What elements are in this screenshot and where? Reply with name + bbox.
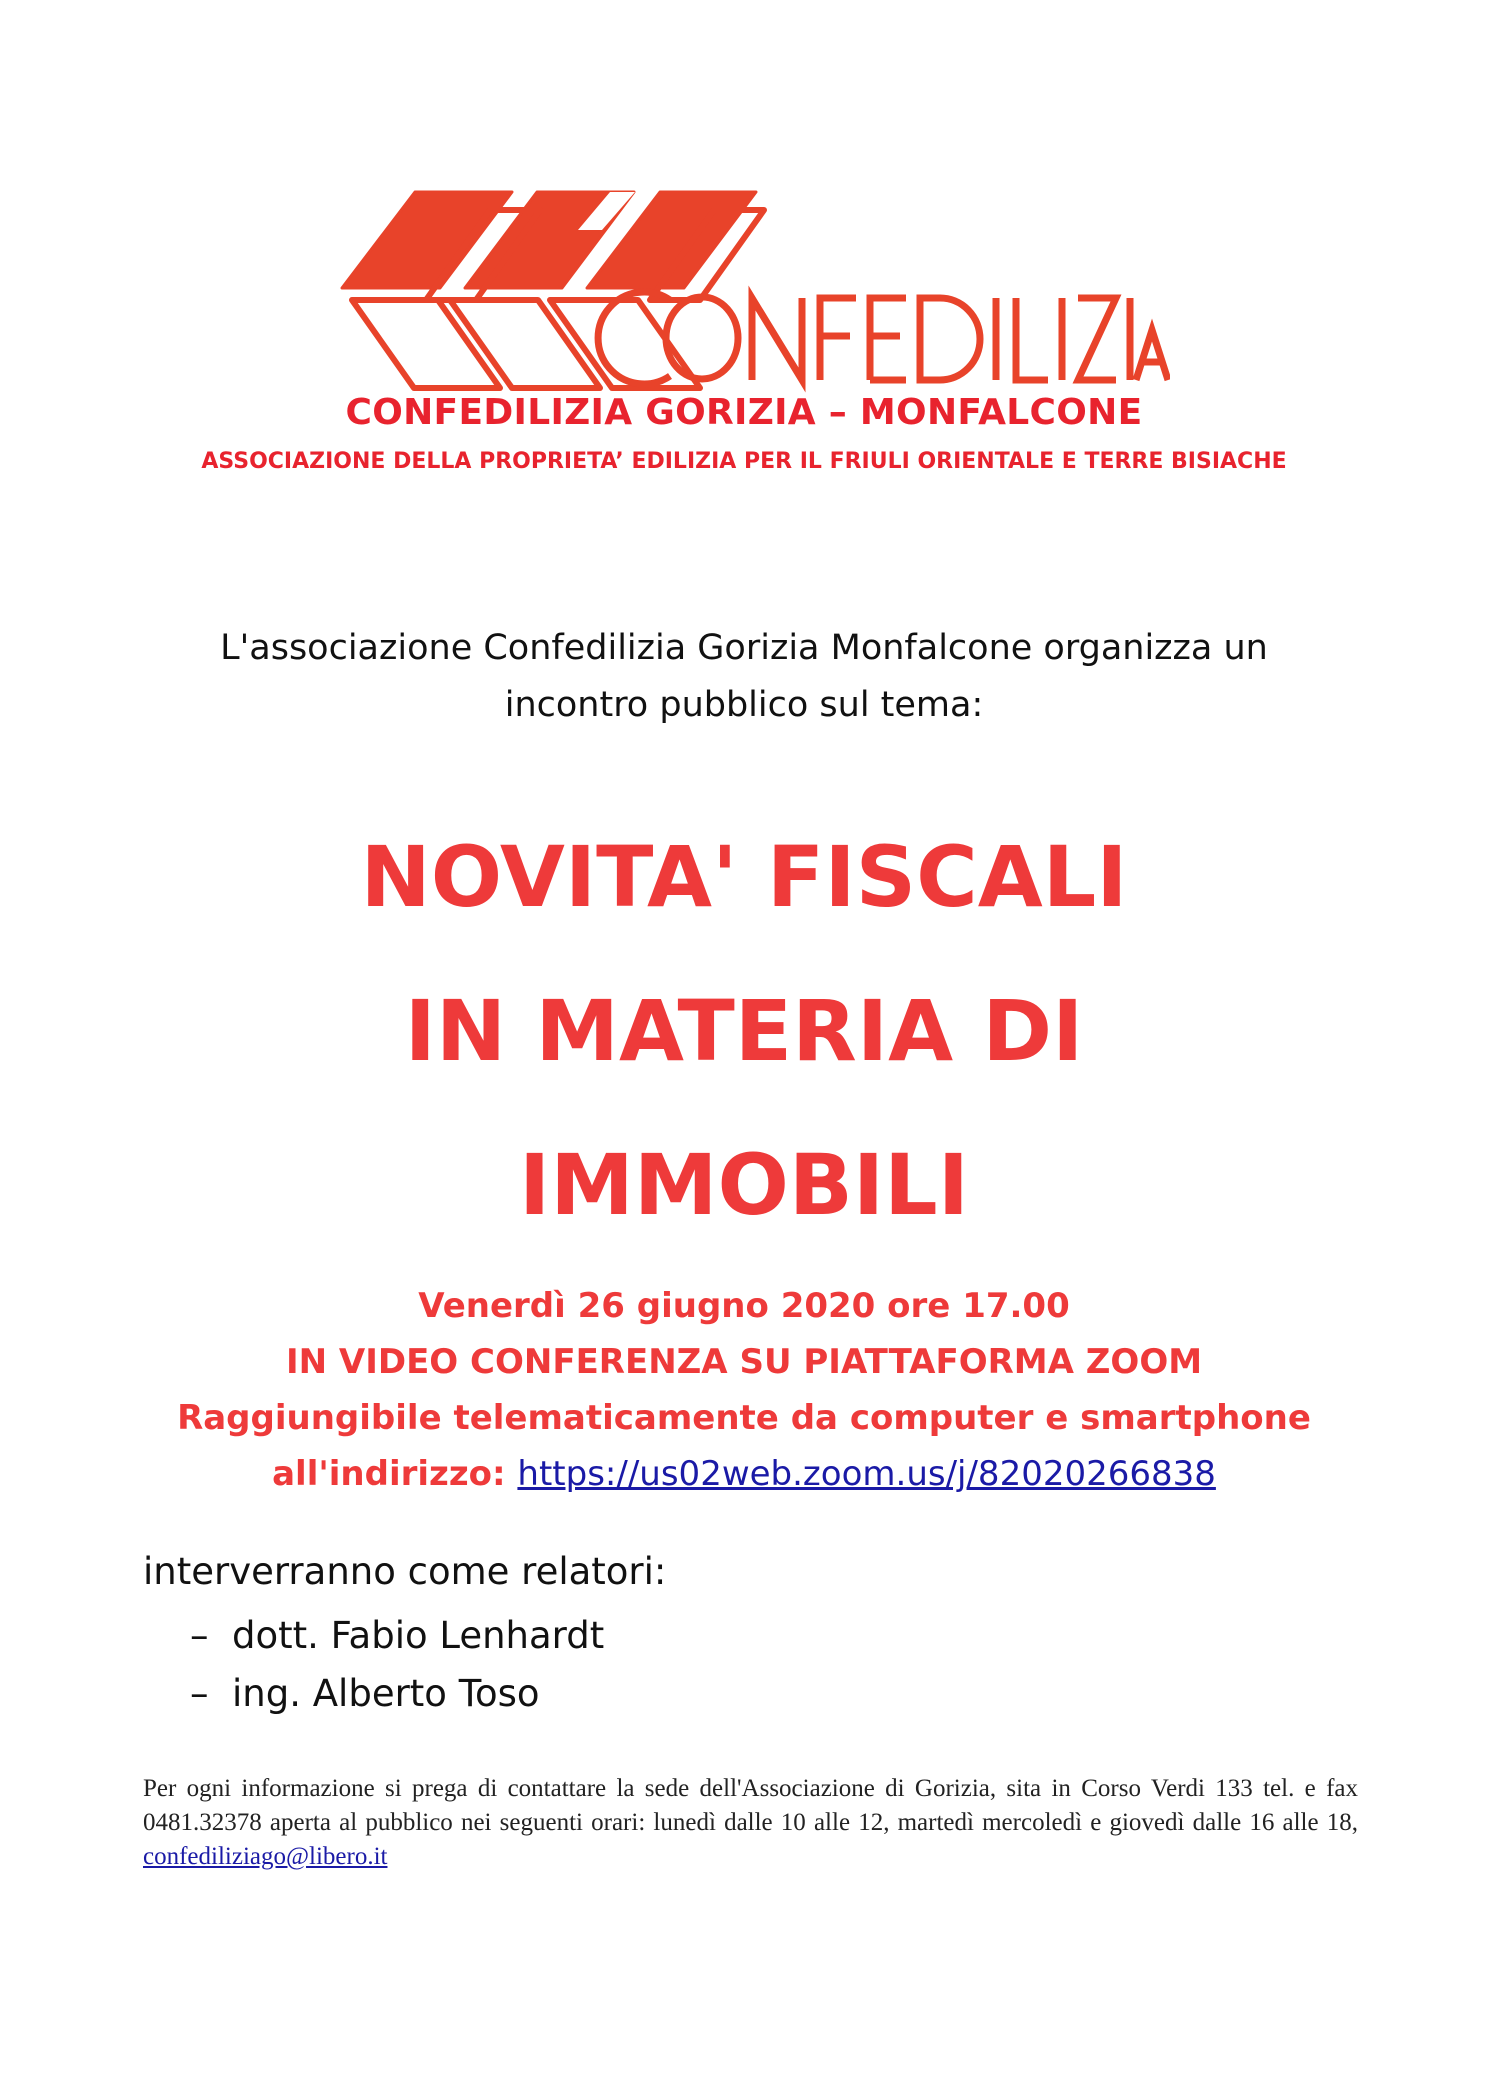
speaker-item (190, 1665, 604, 1723)
event-headline (0, 800, 1488, 1262)
event-mode: IN VIDEO CONFERENZA SU PIATTAFORMA ZOOM (285, 1342, 1203, 1382)
speakers-title: interverranno come relatori: (143, 1550, 667, 1593)
contact-text: Per ogni informazione si prega di contattare la sede dell'Associazione di Gorizia, sita in Corso Verdi 133 tel. e fax 0481.32378 aperta al pubblico nei seguenti orari: lunedì dalle 10 alle 12, martedì mercoledì e giovedì dalle 16 alle 18, (143, 1775, 1358, 1836)
contact-info (143, 1772, 1358, 1874)
speakers-list (190, 1607, 604, 1723)
intro-text (0, 620, 1488, 734)
event-access: Raggiungibile telematicamente da computer e smartphone (177, 1398, 1311, 1438)
org-subtitle: ASSOCIAZIONE DELLA PROPRIETA’ EDILIZIA PER IL FRIULI ORIENTALE E TERRE BISIACHE (201, 449, 1287, 474)
org-name: CONFEDILIZIA GORIZIA – MONFALCONE (345, 392, 1143, 433)
headline-line-2: IN MATERIA DI (404, 982, 1084, 1080)
event-address (0, 1446, 1488, 1502)
confedilizia-logo (340, 190, 1170, 395)
event-details (0, 1278, 1488, 1502)
speaker-name: dott. Fabio Lenhardt (232, 1614, 605, 1657)
dash-bullet: – (190, 1614, 209, 1657)
speaker-name: ing. Alberto Toso (232, 1672, 540, 1715)
event-address-label: all'indirizzo: (272, 1454, 518, 1494)
intro-line-2: incontro pubblico sul tema: (504, 685, 984, 725)
intro-line-1: L'associazione Confedilizia Gorizia Monfalcone organizza un (220, 628, 1268, 668)
confedilizia-logotype (598, 292, 1168, 384)
headline-line-1: NOVITA' FISCALI (360, 828, 1128, 926)
event-date: Venerdì 26 giugno 2020 ore 17.00 (418, 1286, 1070, 1326)
zoom-link[interactable]: https://us02web.zoom.us/j/82020266838 (517, 1454, 1216, 1494)
email-link[interactable]: confediliziago@libero.it (143, 1843, 388, 1870)
speaker-item (190, 1607, 604, 1665)
dash-bullet: – (190, 1672, 209, 1715)
headline-line-3: IMMOBILI (519, 1136, 969, 1234)
